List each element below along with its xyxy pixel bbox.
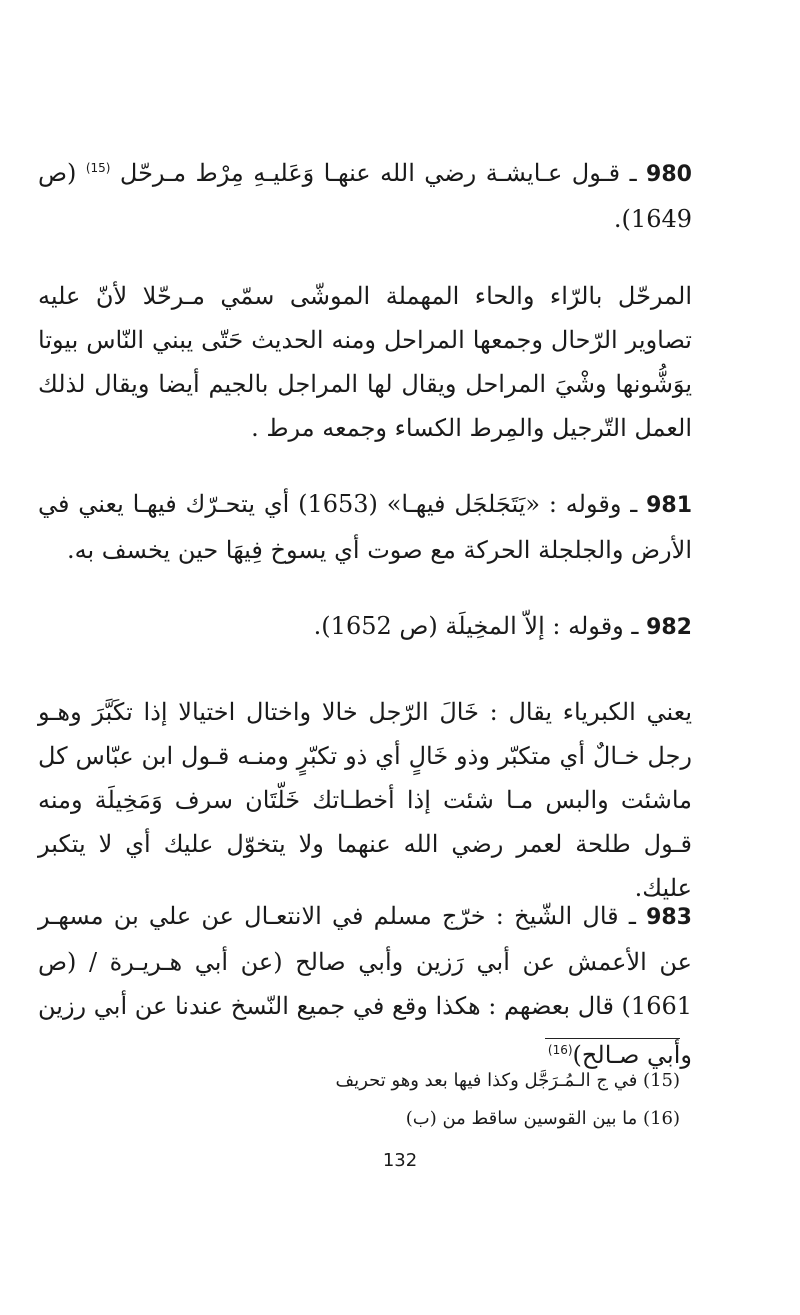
entry-number: 980 (646, 162, 692, 187)
entry-980 (38, 146, 692, 241)
entry-982 (38, 604, 692, 650)
entry-text: ـ وقوله : «يَتَجَلجَل فيهـا» (1653) أي يتحـرّك فيهـا يعني في الأرض والجلجلة الحركة مع صوت أي يسوخ فِيهَا حين يخسف به. (38, 490, 692, 564)
entry-981 (38, 482, 692, 572)
entry-number: 981 (646, 493, 693, 518)
entry-text-cont: (ص 1649). (38, 159, 692, 233)
page-number: 132 (382, 1150, 418, 1171)
entry-983 (38, 894, 692, 1077)
footnote-16: (16) ما بين القوسين ساقط من (ب) (405, 1108, 680, 1129)
footnote-ref: (15) (85, 161, 111, 175)
footnote-ref: (16) (547, 1043, 573, 1057)
footnote-15: (15) في ج الـمُـرَجَّل وكذا فيها بعد وهو تحريف (335, 1070, 680, 1091)
entry-text: ـ قـول عـايشـة رضي الله عنهـا وَعَليـهِ مِرْط مـرحّل (110, 159, 637, 187)
entry-number: 983 (646, 905, 692, 930)
entry-number: 982 (646, 615, 692, 640)
commentary-marhal: المرحّل بالرّاء والحاء المهملة الموشّى سمّي مـرحّلا لأنّ عليه تصاوير الرّحال وجمعها المراحل ومنه الحديث حَتّى يبني النّاس بيوتا يوَشُّونها وشْيَ المراحل ويقال لها المراجل بالجيم أيضا ويقال لذلك العمل التّرجيل والمِرط الكساء وجمعه مرط . (38, 282, 692, 442)
entry-text: ـ قال الشّيخ : خرّج مسلم في الانتعـال عن علي بن مسهـر عن الأعمش عن أبي رَزين وأبي صالح (عن أبي هـريـرة / (ص 1661) قال بعضهم : هكذا وقع في جميع النّسخ عندنا عن أبي رزين وأبي صـالح) (38, 902, 692, 1069)
footnote-divider (545, 1038, 680, 1039)
entry-text: ـ وقوله : إلاّ المخِيلَة (ص 1652). (313, 612, 639, 640)
commentary-kibriya: يعني الكبرياء يقال : خَالَ الرّجل خالا واختال اختيالا إذا تكَبَّرَ وهـو رجل خـالٌ أي متكبّر وذو خَالٍ أي ذو تكبّرٍ ومنـه قـول ابن عبّاس كل ماشئت والبس مـا شئت إذا أخطـاتك خَلّتَان سرف وَمَخِيلَة ومنه قـول طلحة لعمر رضي الله عنهما ولا يتخوّل عليك أي لا يتكبر عليك. (38, 698, 692, 902)
